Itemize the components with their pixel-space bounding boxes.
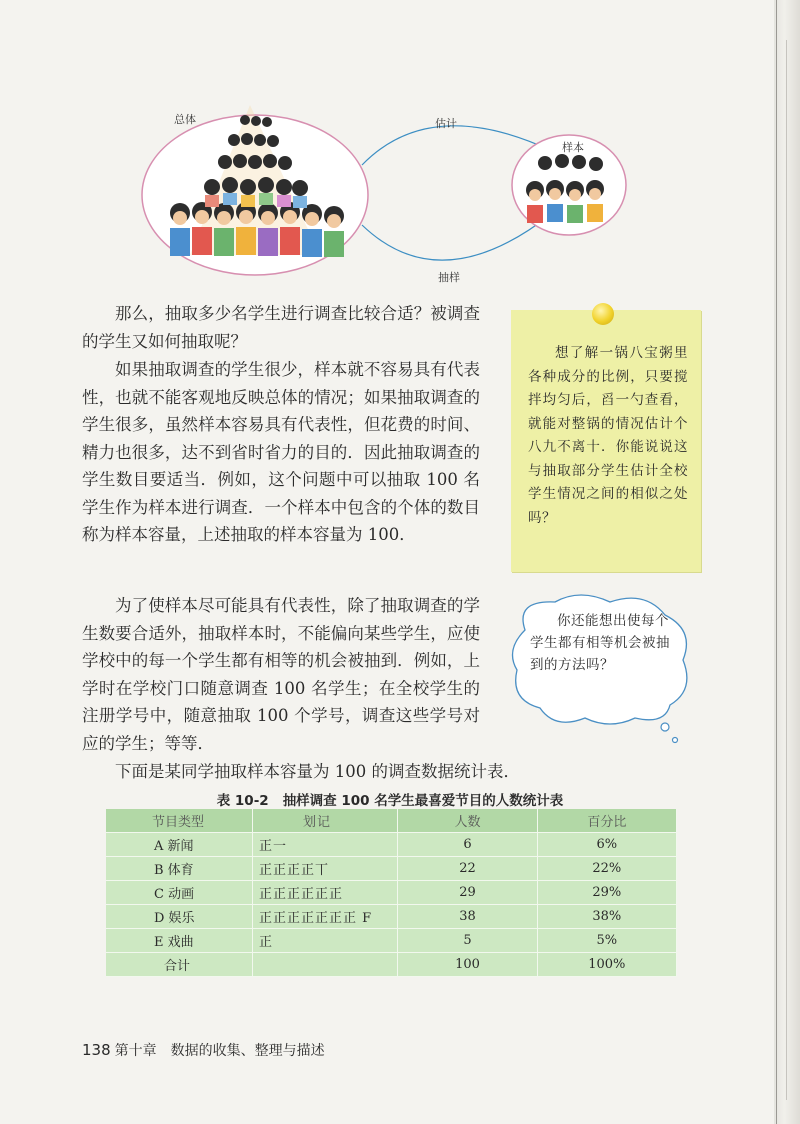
population-label: 总体 — [174, 113, 196, 126]
cell-count: 6 — [398, 833, 537, 857]
cell-type: B 体育 — [106, 857, 252, 881]
sample-label: 样本 — [562, 141, 584, 154]
page-edge — [774, 0, 800, 1124]
cell-percent: 29% — [537, 881, 676, 905]
paragraph-representative: 为了使样本尽可能具有代表性，除了抽取调查的学生数要合适外，抽取样本时，不能偏向某些学生，应使学校中的每一个学生都有相等的机会被抽到．例如，上学时在学校门口随意调查 100 名学生；在全校学生的注册学号中，随意抽取 100 个学号，调查这些学号对应的学生；等等． — [82, 596, 480, 753]
table-title: 抽样调查 100 名学生最喜爱节目的人数统计表 — [282, 793, 564, 809]
cell-tally: 正正正正正正 — [252, 881, 397, 905]
paragraph-sample-size: 如果抽取调查的学生很少，样本就不容易具有代表性，也就不能客观地反映总体的情况；如果抽取调查的学生很多，虽然样本容易具有代表性，但花费的时间、精力也很多，达不到省时省力的目的．因此抽取调查的学生数目要适当．例如，这个问题中可以抽取 100 名学生作为样本进行调查．一个样本中包含的个体的数目称为样本容量，上述抽取的样本容量为 100． — [82, 360, 480, 544]
table-row — [106, 905, 677, 929]
paragraph-question: 那么，抽取多少名学生进行调查比较合适？被调查的学生又如何抽取呢？ — [82, 304, 480, 351]
table-header-row — [106, 809, 677, 833]
table-number: 表 10-2 — [216, 793, 269, 809]
sampling-label: 抽样 — [438, 271, 460, 284]
cell-percent: 6% — [537, 833, 676, 857]
side-note-text: 想了解一锅八宝粥里各种成分的比例，只要搅拌均匀后，舀一勺查看，就能对整锅的情况估计个八九不离十．你能说说这与抽取部分学生估计全校学生情况之间的相似之处吗？ — [528, 345, 688, 526]
cell-type: D 娱乐 — [106, 905, 252, 929]
cell-tally: 正正正正正正正 F — [252, 905, 397, 929]
table-total-row — [106, 953, 677, 977]
cell-type: A 新闻 — [106, 833, 252, 857]
cell-count: 5 — [398, 929, 537, 953]
estimate-label: 估计 — [435, 117, 457, 130]
sampling-illustration — [130, 95, 630, 290]
cell-count: 38 — [398, 905, 537, 929]
sampling-arc — [362, 215, 550, 260]
chapter-label: 第十章 — [114, 1043, 157, 1059]
page-number: 138 — [82, 1041, 111, 1059]
header-count: 人数 — [398, 809, 537, 833]
table-row — [106, 881, 677, 905]
cell-total-label: 合计 — [106, 953, 252, 977]
page-footer — [82, 1040, 325, 1060]
table-caption — [160, 789, 620, 809]
cell-type: C 动画 — [106, 881, 252, 905]
header-tally: 划记 — [252, 809, 397, 833]
sampling-diagram — [130, 95, 630, 290]
thought-bubble-text: 你还能想出使每个学生都有相等机会被抽到的方法吗？ — [530, 613, 670, 673]
header-percent: 百分比 — [537, 809, 676, 833]
cell-count: 29 — [398, 881, 537, 905]
cell-percent: 5% — [537, 929, 676, 953]
table-row — [106, 929, 677, 953]
cell-tally: 正 — [252, 929, 397, 953]
cell-percent: 38% — [537, 905, 676, 929]
cell-count: 22 — [398, 857, 537, 881]
cell-tally: 正一 — [252, 833, 397, 857]
cell-tally: 正正正正丅 — [252, 857, 397, 881]
table-row — [106, 857, 677, 881]
cell-total-percent: 100% — [537, 953, 676, 977]
header-program-type: 节目类型 — [106, 809, 252, 833]
pushpin-icon — [592, 303, 614, 325]
paragraph-table-intro: 下面是某同学抽取样本容量为 100 的调查数据统计表． — [115, 762, 520, 781]
cell-type: E 戏曲 — [106, 929, 252, 953]
cell-total-tally — [252, 953, 397, 977]
cell-total-count: 100 — [398, 953, 537, 977]
statistics-table — [106, 809, 677, 977]
table-row — [106, 833, 677, 857]
cell-percent: 22% — [537, 857, 676, 881]
chapter-title: 数据的收集、整理与描述 — [170, 1043, 325, 1059]
